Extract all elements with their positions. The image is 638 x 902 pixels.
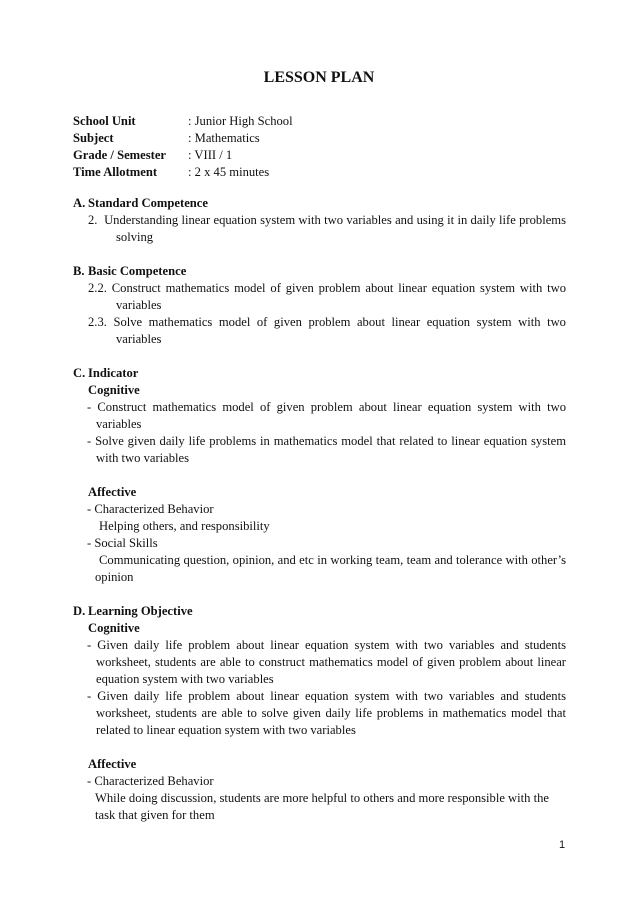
- item-description: While doing discussion, students are more helpful to others and more responsible with the task that given for them: [95, 791, 549, 822]
- numbered-item: [73, 280, 566, 314]
- section-title: Basic Competence: [88, 264, 187, 278]
- info-row-subject: [73, 130, 293, 147]
- info-value: : Junior High School: [188, 114, 293, 128]
- list-item: [73, 433, 566, 467]
- item-number: 2.3.: [88, 315, 107, 329]
- section-heading-basic-competence: [73, 263, 566, 280]
- bullet-dash: -: [87, 502, 92, 516]
- info-label: Time Allotment: [73, 165, 158, 179]
- subheading-affective: Affective: [88, 485, 137, 499]
- subheading-affective: Affective: [88, 757, 137, 771]
- item-text: Understanding linear equation system with two variables and using it in daily life problems solving: [104, 213, 566, 244]
- numbered-item: [73, 212, 566, 246]
- item-number: 2.: [88, 213, 98, 227]
- list-item: [73, 535, 566, 552]
- section-heading-learning-objective: [73, 603, 566, 620]
- info-table: [73, 113, 293, 181]
- bullet-dash: -: [87, 536, 92, 550]
- section-title: Indicator: [88, 366, 139, 380]
- section-letter: B.: [73, 264, 85, 278]
- section-title: Standard Competence: [88, 196, 208, 210]
- section-letter: A.: [73, 196, 86, 210]
- info-value: : VIII / 1: [188, 148, 233, 162]
- info-row-grade-semester: [73, 147, 293, 164]
- item-text: Solve mathematics model of given problem about linear equation system with two variables: [113, 315, 566, 346]
- info-value: : 2 x 45 minutes: [188, 165, 270, 179]
- info-row-school-unit: [73, 113, 293, 130]
- item-label: Social Skills: [94, 536, 158, 550]
- item-number: 2.2.: [88, 281, 107, 295]
- item-text: Solve given daily life problems in mathematics model that related to linear equation system with two variables: [95, 434, 566, 465]
- bullet-dash: -: [87, 774, 92, 788]
- page-number: 1: [559, 839, 566, 851]
- item-label: Characterized Behavior: [94, 774, 214, 788]
- item-description: Helping others, and responsibility: [99, 519, 270, 533]
- item-text: Construct mathematics model of given problem about linear equation system with two variables: [111, 281, 566, 312]
- bullet-dash: -: [87, 689, 92, 703]
- item-text: Given daily life problem about linear equation system with two variables and students worksheet, students are able to construct mathematics model of given problem about linear equation system with two variables: [96, 638, 566, 686]
- item-label: Characterized Behavior: [94, 502, 214, 516]
- section-letter: C.: [73, 366, 86, 380]
- section-heading-standard-competence: [73, 195, 566, 212]
- page-title: LESSON PLAN: [263, 69, 375, 86]
- item-text: Given daily life problem about linear equation system with two variables and students worksheet, students are able to solve given daily life problems in mathematics model that related to linear equation system with two variables: [96, 689, 566, 737]
- info-label: School Unit: [73, 114, 136, 128]
- bullet-dash: -: [87, 638, 92, 652]
- bullet-dash: -: [87, 434, 92, 448]
- item-text: Construct mathematics model of given problem about linear equation system with two variables: [96, 400, 566, 431]
- subheading-cognitive: Cognitive: [88, 621, 140, 635]
- document-body: [73, 195, 566, 824]
- section-letter: D.: [73, 604, 86, 618]
- section-title: Learning Objective: [88, 604, 193, 618]
- list-item: [73, 688, 566, 739]
- numbered-item: [73, 314, 566, 348]
- subheading-cognitive: Cognitive: [88, 383, 140, 397]
- info-label: Subject: [73, 131, 114, 145]
- list-item: [73, 501, 566, 518]
- info-value: : Mathematics: [188, 131, 260, 145]
- list-item: [73, 399, 566, 433]
- section-heading-indicator: [73, 365, 566, 382]
- bullet-dash: -: [87, 400, 92, 414]
- list-item: [73, 773, 566, 790]
- item-description: Communicating question, opinion, and etc in working team, team and tolerance with other’s opinion: [95, 553, 566, 584]
- list-item: [73, 637, 566, 688]
- info-label: Grade / Semester: [73, 148, 167, 162]
- info-row-time-allotment: [73, 164, 293, 181]
